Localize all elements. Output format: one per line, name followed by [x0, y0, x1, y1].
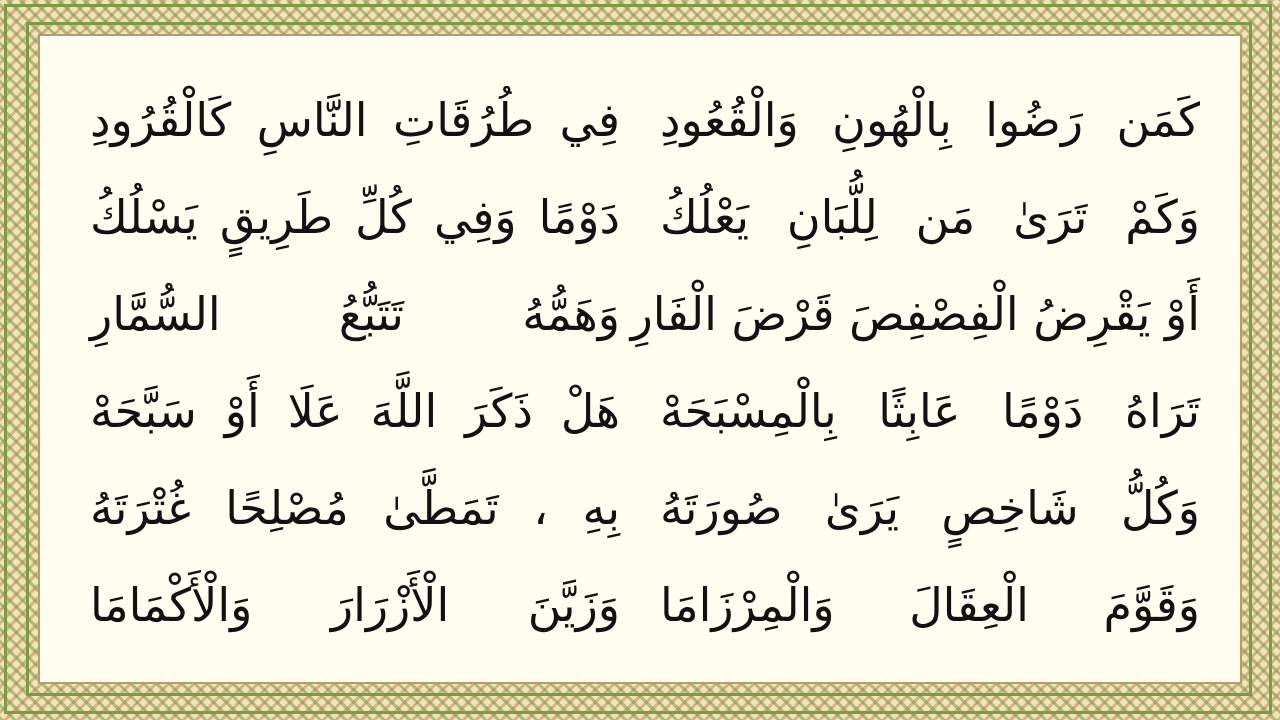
- verse-line: تَرَاهُ دَوْمًا عَابِثًا بِالْمِسْبَحَهْ: [660, 384, 1200, 438]
- verse-line: هَلْ ذَكَرَ اللَّهَ عَلَا أَوْ سَبَّحَهْ: [90, 384, 620, 438]
- verse-line: بِهِ ، تَمَطَّىٰ مُصْلِحًا غُتْرَتَهُ: [90, 481, 620, 535]
- verse-line: دَوْمًا وَفِي كُلِّ طَرِيقٍ يَسْلُكُ: [90, 190, 620, 244]
- verse-line: كَمَن رَضُوا بِالْهُونِ وَالْقُعُودِ: [660, 93, 1200, 147]
- right-hemistich-column: [630, 72, 1200, 654]
- left-hemistich-column: [80, 72, 620, 654]
- poem-page: [38, 34, 1242, 684]
- verse-line: أَوْ يَقْرِضُ الْفِصْفِصَ قَرْضَ الْفَارِ: [630, 287, 1200, 341]
- verse-line: وَكَمْ تَرَىٰ مَن لِلُّبَانِ يَعْلُكُ: [660, 190, 1200, 244]
- verse-line: وَكُلُّ شَاخِصٍ يَرَىٰ صُورَتَهُ: [660, 481, 1200, 535]
- verse-line: وَقَوَّمَ الْعِقَالَ وَالْمِرْزَامَا: [660, 578, 1200, 632]
- verse-line: فِي طُرُقَاتِ النَّاسِ كَالْقُرُودِ: [90, 93, 620, 147]
- verse-line: وَزَيَّنَ الْأَزْرَارَ وَالْأَكْمَامَا: [90, 578, 620, 632]
- verse-line: وَهَمُّهُ تَتَبُّعُ السُّمَّارِ: [90, 287, 620, 341]
